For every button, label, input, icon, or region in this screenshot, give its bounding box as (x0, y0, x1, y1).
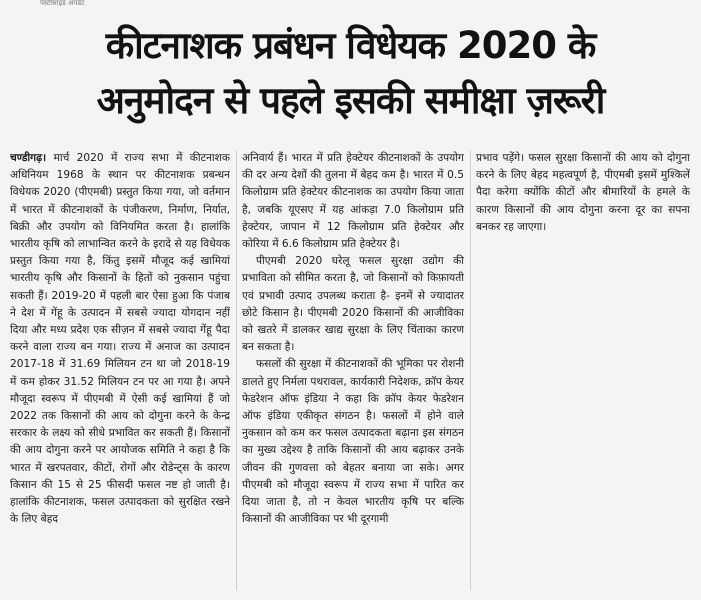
article-paragraph: पीएमबी 2020 घरेलू फसल सुरक्षा उद्योग की प्रभाविता को सीमित करता है, जो किसानों को किफ़ायती एवं प्रभावी उत्पाद उपलब्ध कराता है- इनमें से ज्यादातर छोटे किसान है। पीएमबी 2020 किसानों की आजीविका को खतरे में डालकर खाद्य सुरक्षा के लिए चिंताका कारण बन सकता है। (242, 255, 464, 354)
article-column-1 (10, 150, 230, 595)
masthead-fragment: पेस्टीसाइड अपडेट (40, 0, 85, 7)
article-column-2 (242, 150, 464, 595)
paragraph-text: मार्च 2020 में राज्य सभा में कीटनाशक अधिनियम 1968 के स्थान पर कीटनाशक प्रबन्धन विधेयक 2020 (पीएमबी) प्रस्तुत किया गया, जो वर्तमान में भारत में कीटनाशकों के पंजीकरण, निर्माण, निर्यात, बिक्री और उपयोग को विनियमित करता है। हालांकि भारतीय कृषि को लाभान्वित करने के इरादे से यह विधेयक प्रस्तुत किया गया है, किंतु इसमें मौजूद कई खामियां भारतीय कृषि और किसानों के हितों को नुकसान पहुंचा सकती हैं। 2019-20 में पहली बार ऐसा हुआ कि पंजाब ने देश में गेंहू के उत्पादन में सबसे ज्यादा योगदान नहीं दिया और मध्य प्रदेश एक सीज़न में सबसे ज्यादा गेंहू पैदा करने वाला राज्य बन गया। राज्य में अनाज का उत्पादन 2017-18 में 31.69 मिलियन टन था जो 2018-19 में कम होकर 31.52 मिलियन टन पर आ गया है। अपने मौजूदा स्वरूप में पीएमबी में ऐसी कई खामियां हैं जो 2022 तक किसानों की आय को दोगुना करने के केन्द्र सरकार के लक्ष्य को सीधे प्रभावित कर सकती हैं। किसानों की आय दोगुना करने पर आयोजक समिति ने कहा है कि भारत में खरपतवार, कीटों, रोगों और रोडेन्ट्स के कारण किसान की 15 से 25 फीसदी फसल नष्ट हो जाती है। हालांकि कीटनाशक, फसल उत्पादकता को सुरक्षित रखने के लिए बेहद (10, 152, 230, 526)
headline-line-2: अनुमोदन से पहले इसकी समीक्षा ज़रूरी (96, 79, 605, 122)
article-paragraph: प्रभाव पड़ेंगे। फसल सुरक्षा किसानों की आय को दोगुना करने के लिए बेहद महत्वपूर्ण है, पीएमबी इसमें मुश्किलें पैदा करेगा क्योंकि कीटों और बीमारियों के हमले के कारण किसानों की आय दोगुना करना दूर का सपना बनकर रह जाएगा। (476, 152, 690, 233)
dateline: चण्डीगढ़। (10, 152, 47, 164)
headline-line-1: कीटनाशक प्रबंधन विधेयक 2020 के (105, 24, 596, 67)
column-divider (236, 150, 237, 590)
column-divider (470, 150, 471, 590)
headline (0, 18, 701, 128)
article-paragraph: फसलों की सुरक्षा में कीटनाशकों की भूमिका पर रोशनी डालते हुए निर्मला पथरावल, कार्यकारी निदेशक, क्रॉप केयर फेडरेशन ऑफ इंडिया ने कहा कि क्रॉप केयर फेडरेशन ऑफ इंडिया एकीकृत संगठन है। फसलों में होने वाले नुकसान को कम कर फसल उत्पादकता बढ़ाना इस संगठन का मुख्य उद्देश्य है ताकि किसानों की आय बढ़ाकर उनके जीवन की गुणवत्ता को बेहतर बनाया जा सके। अगर पीएमबी को मौजूदा स्वरूप में राज्य सभा में पारित कर दिया जाता है, तो न केवल भारतीय कृषि पर बल्कि किसानों की आजीविका पर भी दूरगामी (242, 358, 464, 526)
article-column-3 (476, 150, 690, 250)
article-paragraph: अनिवार्य हैं। भारत में प्रति हेक्टेयर कीटनाशकों के उपयोग की दर अन्य देशों की तुलना में बेहद कम है। भारत में 0.5 किलोग्राम प्रति हेक्टेयर कीटनाशक का उपयोग किया जाता है, जबकि यूएसए में यह आंकड़ा 7.0 किलोग्राम प्रति हेक्टेयर, जापान में 12 किलोग्राम प्रति हेक्टेयर और कोरिया में 6.6 किलोग्राम प्रति हेक्टेयर है। (242, 152, 464, 251)
article-paragraph (10, 150, 230, 528)
